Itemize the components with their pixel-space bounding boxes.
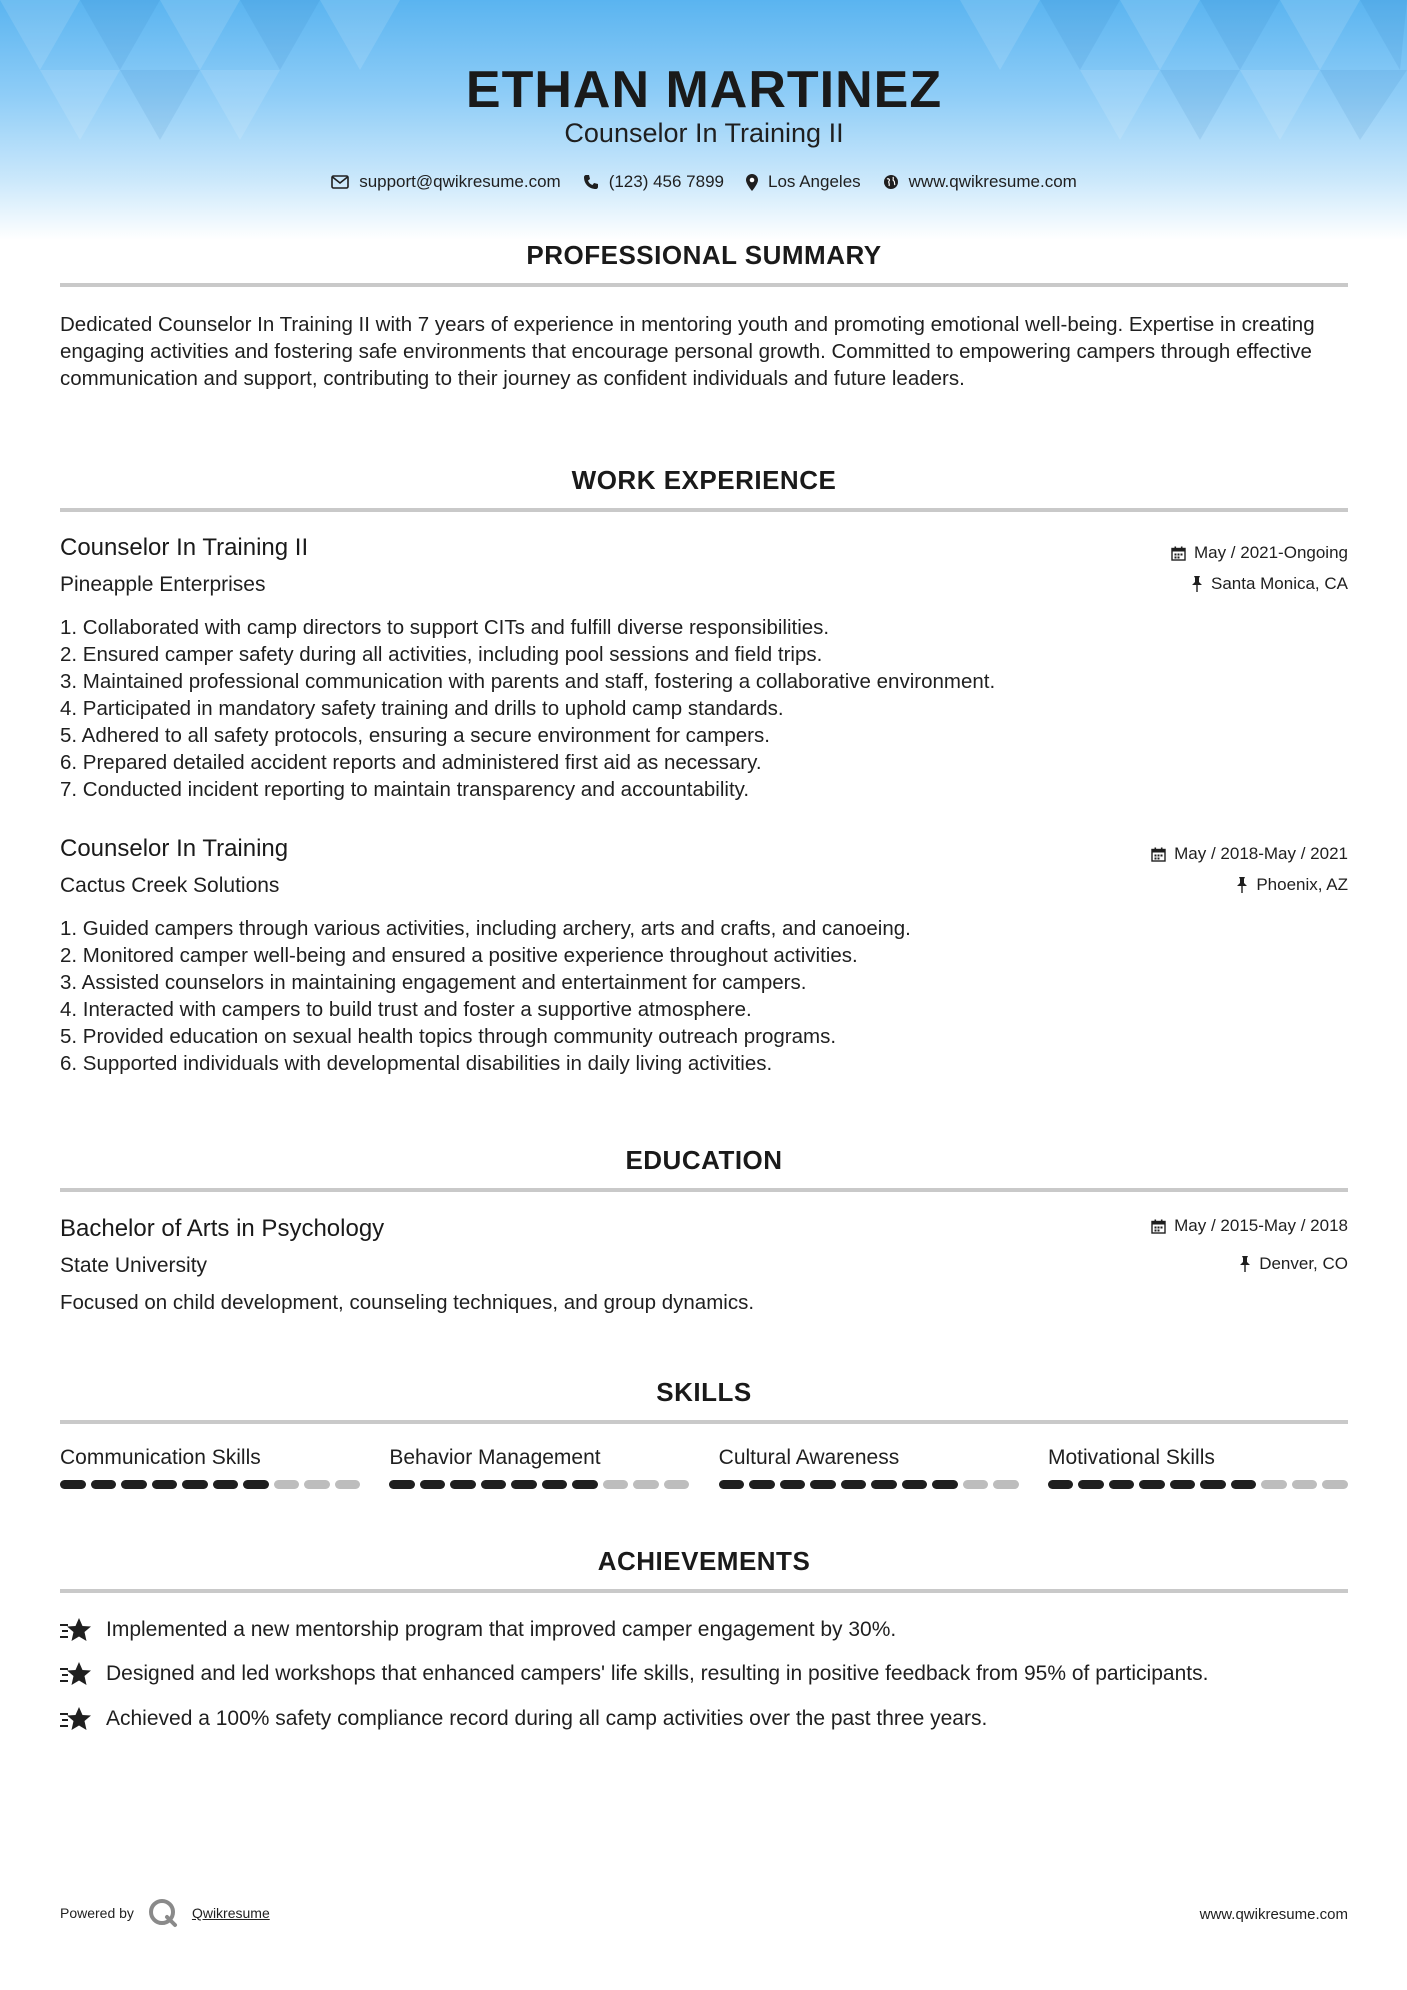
summary-text: Dedicated Counselor In Training II with 7 years of experience in mentoring youth and promoting emotional well-being. Expertise in creating engaging activities and fostering safe environments that encourage personal growth. Committed to empowering campers through effective communication and support, contributing to their journey as confident individuals and future leaders. [60,313,1315,390]
education-heading: EDUCATION [625,1145,783,1175]
job-dates-text: May / 2018-May / 2021 [1174,844,1348,863]
contact-website-text: www.qwikresume.com [908,172,1077,191]
star-icon [60,1706,92,1732]
list-item: 5. Adhered to all safety protocols, ensuring a secure environment for campers. [60,724,770,747]
skill-level-bar [719,1480,1019,1489]
skill-level-segment [1322,1480,1348,1489]
skill-level-segment [1109,1480,1135,1489]
list-item: 5. Provided education on sexual health topics through community outreach programs. [60,1025,837,1048]
contact-website[interactable] [883,172,1077,192]
skill-level-segment [389,1480,415,1489]
education-location-text: Denver, CO [1259,1254,1348,1273]
pushpin-icon [1191,576,1203,592]
job-location-text: Phoenix, AZ [1256,875,1348,894]
calendar-icon [1151,847,1166,862]
skill-level-segment [274,1480,300,1489]
list-item: 7. Conducted incident reporting to maintain transparency and accountability. [60,778,750,801]
list-item: 3. Assisted counselors in maintaining engagement and entertainment for campers. [60,971,807,994]
pushpin-icon [1239,1256,1251,1272]
section-divider [60,508,1348,512]
skill-level-segment [664,1480,690,1489]
job-dates-text: May / 2021-Ongoing [1193,543,1348,562]
skill-level-segment [91,1480,117,1489]
list-item: 4. Interacted with campers to build trust and foster a supportive atmosphere. [60,998,752,1021]
skill-level-segment [1261,1480,1287,1489]
skill-name: Cultural Awareness [718,1446,900,1469]
achievement-text: Designed and led workshops that enhanced campers' life skills, resulting in positive feedback from 95% of participants. [106,1662,1209,1685]
skills-grid [60,1446,1348,1489]
contact-phone[interactable] [583,172,724,192]
skill-level-segment [902,1480,928,1489]
achievement-text: Implemented a new mentorship program that improved camper engagement by 30%. [106,1618,897,1641]
job-location [1191,574,1348,594]
list-item: 3. Maintained professional communication with parents and staff, fostering a collaborative environment. [60,670,996,693]
achievement-item [60,1706,987,1732]
job-location [1236,875,1348,895]
qwikresume-link[interactable]: Qwikresume [191,1905,270,1921]
achievement-item [60,1661,1208,1687]
skill-level-segment [152,1480,178,1489]
skill-level-segment [481,1480,507,1489]
list-item: 1. Guided campers through various activities, including archery, arts and crafts, and canoeing. [60,917,911,940]
job-dates [1171,543,1348,563]
skill-level-segment [749,1480,775,1489]
footer-website[interactable]: www.qwikresume.com [1199,1906,1348,1923]
contact-email-text: support@qwikresume.com [359,172,561,191]
summary-heading: PROFESSIONAL SUMMARY [526,240,882,270]
skill-level-segment [633,1480,659,1489]
map-marker-icon [746,174,758,191]
job-location-text: Santa Monica, CA [1210,574,1348,593]
job-duties-list [60,614,1348,803]
skill-level-segment [213,1480,239,1489]
skill-name: Communication Skills [60,1446,261,1469]
contact-location [746,172,861,192]
skill-level-segment [963,1480,989,1489]
skill-level-segment [121,1480,147,1489]
job-title: Counselor In Training II [60,534,309,561]
skill-level-segment [1048,1480,1074,1489]
list-item: 2. Monitored camper well-being and ensured a positive experience throughout activities. [60,944,858,967]
skill-level-segment [719,1480,745,1489]
skill-level-bar [1048,1480,1348,1489]
pushpin-icon [1236,877,1248,893]
education-school: State University [60,1254,208,1277]
skill-level-segment [243,1480,269,1489]
job-company: Pineapple Enterprises [60,573,266,596]
skill-level-segment [304,1480,330,1489]
skill-level-segment [841,1480,867,1489]
skill-level-segment [420,1480,446,1489]
experience-heading: WORK EXPERIENCE [571,465,837,495]
skill-item [60,1446,360,1489]
section-divider [60,1589,1348,1593]
skill-level-segment [1170,1480,1196,1489]
skill-level-segment [1078,1480,1104,1489]
skill-level-segment [335,1480,361,1489]
skill-name: Behavior Management [389,1446,601,1469]
skill-level-segment [1200,1480,1226,1489]
list-item: 2. Ensured camper safety during all activities, including pool sessions and field trips. [60,643,823,666]
candidate-name: ETHAN MARTINEZ [465,61,943,119]
job-duties-list [60,915,1348,1077]
skills-heading: SKILLS [656,1377,752,1407]
skill-level-segment [511,1480,537,1489]
list-item: 6. Supported individuals with developmental disabilities in daily living activities. [60,1052,773,1075]
skill-level-segment [993,1480,1019,1489]
education-dates [1151,1216,1348,1236]
skill-level-segment [542,1480,568,1489]
education-description: Focused on child development, counseling techniques, and group dynamics. [60,1291,755,1314]
skill-item [1048,1446,1348,1489]
achievements-heading: ACHIEVEMENTS [597,1546,811,1576]
contact-phone-text: (123) 456 7899 [608,172,725,191]
job-title: Counselor In Training [60,835,289,862]
education-degree: Bachelor of Arts in Psychology [60,1215,385,1242]
skill-name: Motivational Skills [1047,1446,1215,1469]
skill-level-segment [1292,1480,1318,1489]
education-location [1239,1254,1348,1274]
section-divider [60,1420,1348,1424]
skill-level-segment [1139,1480,1165,1489]
skill-level-segment [1231,1480,1257,1489]
contact-location-text: Los Angeles [768,172,861,191]
achievement-item [60,1617,896,1643]
star-icon [60,1661,92,1687]
phone-icon [583,174,599,190]
skill-level-segment [932,1480,958,1489]
skill-level-bar [60,1480,360,1489]
skill-level-bar [389,1480,689,1489]
list-item: 6. Prepared detailed accident reports and administered first aid as necessary. [60,751,762,774]
skill-level-segment [603,1480,629,1489]
skill-item [719,1446,1019,1489]
star-icon [60,1617,92,1643]
skill-level-segment [60,1480,86,1489]
skill-level-segment [780,1480,806,1489]
contact-bar [60,172,1348,192]
section-divider [60,283,1348,287]
powered-by-label: Powered by [60,1905,134,1921]
calendar-icon [1151,1219,1166,1234]
education-dates-text: May / 2015-May / 2018 [1174,1216,1348,1235]
skill-level-segment [182,1480,208,1489]
skill-level-segment [871,1480,897,1489]
list-item: 4. Participated in mandatory safety training and drills to uphold camp standards. [60,697,784,720]
qwikresume-logo-icon [148,1898,178,1928]
section-divider [60,1188,1348,1192]
skill-level-segment [450,1480,476,1489]
skill-item [389,1446,689,1489]
footer-powered-by [60,1898,270,1928]
globe-icon [883,174,899,190]
envelope-icon [331,175,349,189]
list-item: 1. Collaborated with camp directors to support CITs and fulfill diverse responsibilities. [60,616,830,639]
candidate-title: Counselor In Training II [564,118,844,148]
achievement-text: Achieved a 100% safety compliance record during all camp activities over the past three years. [106,1707,988,1730]
skill-level-segment [810,1480,836,1489]
skill-level-segment [572,1480,598,1489]
job-company: Cactus Creek Solutions [60,874,280,897]
contact-email[interactable] [331,172,561,192]
calendar-icon [1171,546,1186,561]
job-dates [1151,844,1348,864]
